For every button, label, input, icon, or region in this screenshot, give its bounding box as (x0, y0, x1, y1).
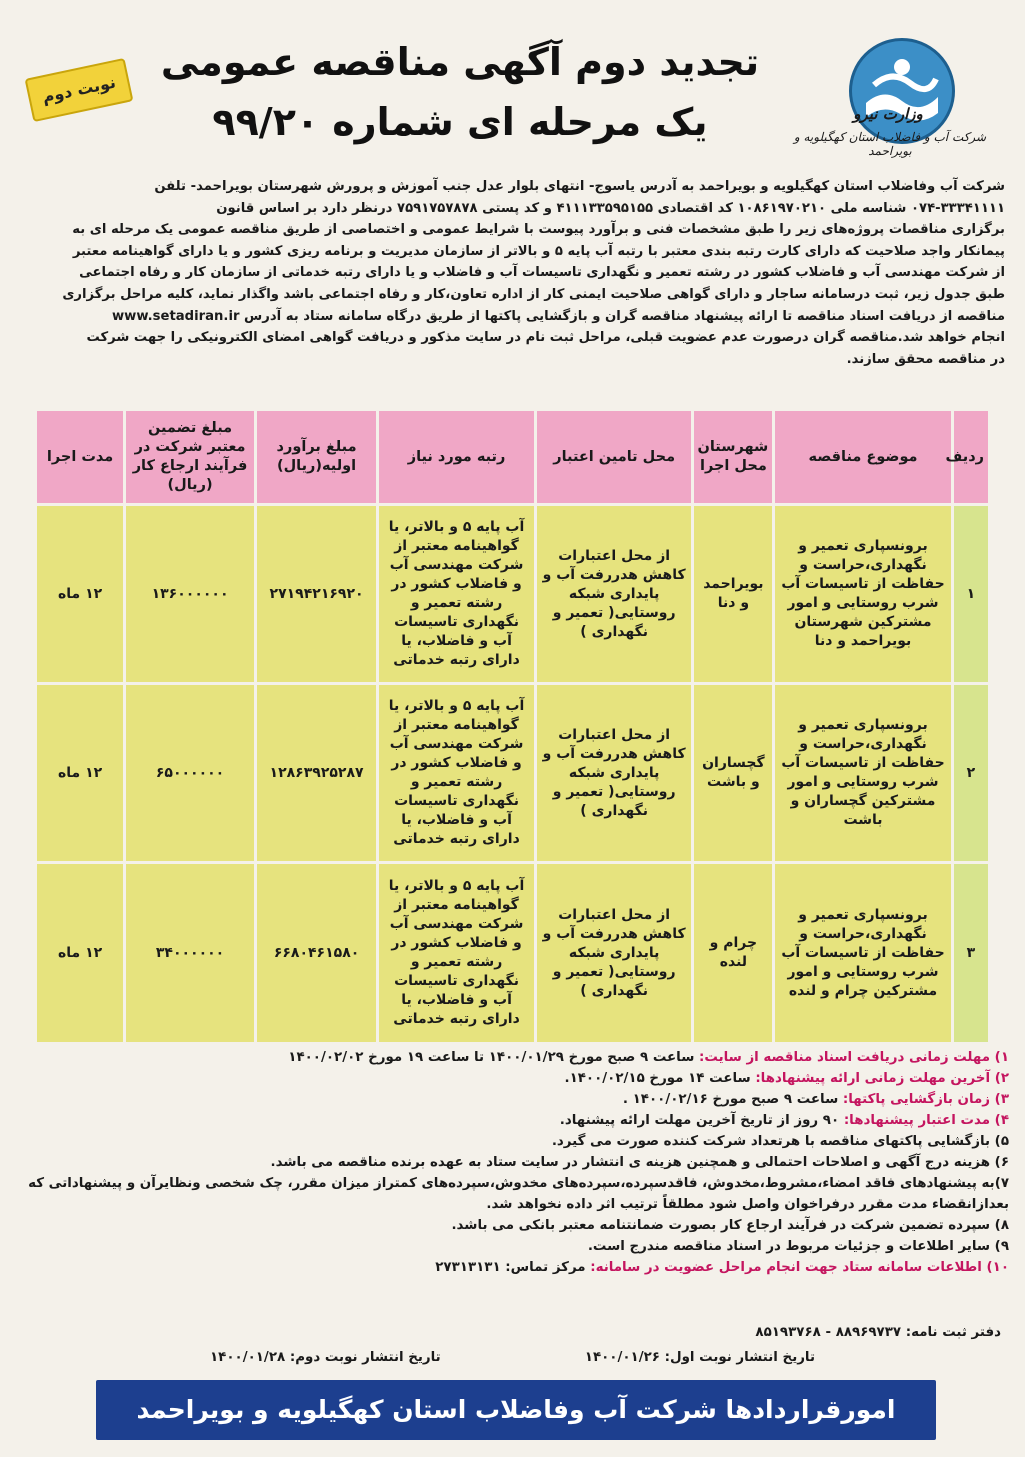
note-item (24, 1068, 1009, 1089)
contracts-department-banner: امورقراردادها شرکت آب وفاضلاب استان کهگیلویه و بویراحمد (96, 1380, 936, 1440)
note-item (24, 1215, 1009, 1236)
table-row (36, 863, 990, 1044)
note-item (24, 1257, 1009, 1278)
water-drop-logo-icon (849, 38, 955, 144)
note-text: ساعت ۱۴ مورخ ۱۴۰۰/۰۲/۱۵. (564, 1071, 756, 1086)
note-label: ۱۰) اطلاعات سامانه ستاد جهت انجام مراحل عضویت در سامانه: (590, 1260, 1009, 1275)
note-label: ۴) مدت اعتبار پیشنهادها: (843, 1113, 1009, 1128)
note-item (24, 1131, 1009, 1152)
header-subject: موضوع مناقصه (774, 410, 952, 505)
cell-subject: برونسپاری تعمیر و نگهداری،حراست و حفاظت از تاسیسات آب شرب روستایی و امور مشترکین شهرستان بویراحمد و دنا (774, 505, 952, 684)
note-text: ۷)به پیشنهادهای فاقد امضاء،مشروط،مخدوش، فاقدسپرده،سپرده‌های مخدوش،سپرده‌های کمتراز میزان مقرر، چک شخصی ونظایرآن و پیشنهاداتی که بعدازانقضاء مدت مقرر درفراخوان واصل شود مطلقاً ترتیب اثر داده نخواهد شد. (28, 1176, 1009, 1212)
note-item (24, 1110, 1009, 1131)
second-round-badge: نوبت دوم (25, 58, 134, 122)
intro-line: پیمانکار واجد صلاحیت که دارای کارت رتبه بندی معتبر با رتبه آب پایه ۵ و بالاتر از سازمان مدیریت و برنامه ریزی کشور و یا دارای گواهینامه معتبر (72, 243, 1005, 259)
note-text: ۵) بازگشایی پاکتهای مناقصه با هرتعداد شرکت کننده صورت می گیرد. (551, 1134, 1009, 1149)
cell-city: بویراحمد و دنا (693, 505, 774, 684)
note-text: ۹۰ روز از تاریخ آخرین مهلت ارائه پیشنهاد. (559, 1113, 844, 1128)
note-text: مرکز تماس: ۲۷۳۱۳۱۳۱ (435, 1260, 591, 1275)
table-row (36, 505, 990, 684)
cell-funding: از محل اعتبارات کاهش هدررفت آب و پایداری شبکه روستایی( تعمیر و نگهداری ) (535, 863, 693, 1044)
table-row (36, 684, 990, 863)
note-label: ۲) آخرین مهلت زمانی ارائه پیشنهادها: (755, 1071, 1009, 1086)
header-duration: مدت اجرا (36, 410, 125, 505)
table-header-row (36, 410, 990, 505)
company-name-small: شرکت آب و فاضلاب استان کهگیلویه و بویراحمد (793, 130, 987, 158)
intro-line: ۰۷۴-۳۳۳۴۱۱۱۱ شناسه ملی ۱۰۸۶۱۹۷۰۲۱۰ کد اقتصادی ۴۱۱۱۳۳۵۹۵۱۵۵ و کد پستی ۷۵۹۱۷۵۷۸۷۸ درنظر دارد بر اساس قانون (216, 200, 1005, 216)
cell-grade: آب پایه ۵ و بالاتر، یا گواهینامه معتبر از شرکت مهندسی آب و فاضلاب کشور در رشته تعمیر و نگهداری تاسیسات آب و فاضلاب، یا دارای رتبه خدماتی (378, 505, 536, 684)
cell-funding: از محل اعتبارات کاهش هدررفت آب و پایداری شبکه روستایی( تعمیر و نگهداری ) (535, 684, 693, 863)
cell-grade: آب پایه ۵ و بالاتر، یا گواهینامه معتبر از شرکت مهندسی آب و فاضلاب کشور در رشته تعمیر و نگهداری تاسیسات آب و فاضلاب، یا دارای رتبه خدماتی (378, 863, 536, 1044)
cell-estimate: ۲۷۱۹۴۲۱۶۹۲۰ (255, 505, 377, 684)
header-guarantee: مبلغ تضمین معتبر شرکت در فرآیند ارجاع کار (ریال) (125, 410, 256, 505)
intro-line: شرکت آب وفاضلاب استان کهگیلویه و بویراحمد به آدرس یاسوج- انتهای بلوار عدل جنب آموزش و پرورش شهرستان بویراحمد- تلفن (154, 179, 1005, 194)
header-estimate: مبلغ برآورد اولیه(ریال) (255, 410, 377, 505)
note-text: ۹) سایر اطلاعات و جزئیات مربوط در اسناد مناقصه مندرج است. (587, 1239, 1009, 1254)
intro-line: در مناقصه محقق سازند. (846, 351, 1005, 367)
header-row-number: ردیف (952, 410, 989, 505)
first-publication-date: تاریخ انتشار نوبت اول: ۱۴۰۰/۰۱/۲۶ (584, 1350, 815, 1365)
cell-funding: از محل اعتبارات کاهش هدررفت آب و پایداری شبکه روستایی( تعمیر و نگهداری ) (535, 505, 693, 684)
note-text: ساعت ۹ صبح مورخ ۱۴۰۰/۰۱/۲۹ تا ساعت ۱۹ مورخ ۱۴۰۰/۰۲/۰۲ (288, 1050, 700, 1065)
page-title-line1: تجدید دوم آگهی مناقصه عمومی (160, 40, 760, 84)
cell-estimate: ۶۶۸۰۴۶۱۵۸۰ (255, 863, 377, 1044)
note-item (24, 1236, 1009, 1257)
intro-line: طبق جدول زیر، ثبت درسامانه ساجار و دارای گواهی صلاحیت ایمنی کار از اداره تعاون،کار و رفاه اجتماعی باشد واگذار نماید، کلیه مراحل برگزاری (62, 286, 1005, 302)
note-item (24, 1173, 1009, 1215)
intro-line: برگزاری مناقصات پروژه‌های زیر را طبق مشخصات فنی و برآورد پیوست با شرایط عمومی و اختصاصی از طریق مناقصه عمومی یک مرحله ای به (72, 222, 1005, 238)
cell-guarantee: ۳۴۰۰۰۰۰۰ (125, 863, 256, 1044)
note-text: ساعت ۹ صبح مورخ ۱۴۰۰/۰۲/۱۶ . (622, 1092, 843, 1107)
header-city: شهرستان محل اجرا (693, 410, 774, 505)
header-funding: محل تامین اعتبار (535, 410, 693, 505)
cell-row-number: ۳ (952, 863, 989, 1044)
cell-subject: برونسپاری تعمیر و نگهداری،حراست و حفاظت از تاسیسات آب شرب روستایی و امور مشترکین گچساران و باشت (774, 684, 952, 863)
cell-subject: برونسپاری تعمیر و نگهداری،حراست و حفاظت از تاسیسات آب شرب روستایی و امور مشترکین چرام و لنده (774, 863, 952, 1044)
intro-line: انجام خواهد شد.مناقصه گران درصورت عدم عضویت قبلی، مراحل ثبت نام در سایت مذکور و دریافت گواهی امضای الکترونیکی را جهت شرکت (86, 330, 1005, 346)
note-label: ۳) زمان بازگشایی پاکتها: (842, 1092, 1009, 1107)
note-text: ۸) سپرده تضمین شرکت در فرآیند ارجاع کار بصورت ضمانتنامه معتبر بانکی می باشد. (451, 1218, 1009, 1233)
ministry-name: وزارت نیرو (853, 105, 923, 123)
intro-paragraph (20, 176, 1005, 370)
cell-row-number: ۲ (952, 684, 989, 863)
cell-row-number: ۱ (952, 505, 989, 684)
cell-city: چرام و لنده (693, 863, 774, 1044)
notes-list (24, 1047, 1009, 1278)
cell-guarantee: ۱۳۶۰۰۰۰۰۰ (125, 505, 256, 684)
intro-line: از شرکت مهندسی آب و فاضلاب کشور در رشته تعمیر و نگهداری تاسیسات آب و فاضلاب و یا دارای رتبه خدماتی از سازمان کار و رفاه اجتماعی (79, 265, 1005, 281)
cell-guarantee: ۶۵۰۰۰۰۰۰ (125, 684, 256, 863)
cell-duration: ۱۲ ماه (36, 863, 125, 1044)
second-publication-date: تاریخ انتشار نوبت دوم: ۱۴۰۰/۰۱/۲۸ (210, 1350, 441, 1365)
note-item (24, 1047, 1009, 1068)
note-label: ۱) مهلت زمانی دریافت اسناد مناقصه از سایت: (699, 1050, 1009, 1065)
cell-city: گچساران و باشت (693, 684, 774, 863)
tenders-table (34, 408, 991, 1045)
header (0, 0, 1025, 172)
page-title-line2: یک مرحله ای شماره ۹۹/۲۰ (212, 100, 708, 144)
cell-duration: ۱۲ ماه (36, 505, 125, 684)
note-item (24, 1089, 1009, 1110)
cell-estimate: ۱۲۸۶۳۹۲۵۲۸۷ (255, 684, 377, 863)
cell-duration: ۱۲ ماه (36, 684, 125, 863)
note-item (24, 1152, 1009, 1173)
registry-office-phones: دفتر ثبت نامه: ۸۸۹۶۹۷۳۷ - ۸۵۱۹۳۷۶۸ (755, 1325, 1001, 1340)
note-text: ۶) هزینه درج آگهی و اصلاحات احتمالی و همچنین هزینه ی انتشار در سایت ستاد به عهده برنده مناقصه می باشد. (270, 1155, 1009, 1170)
header-grade: رتبه مورد نیاز (378, 410, 536, 505)
intro-line: مناقصه از دریافت اسناد مناقصه تا ارائه پیشنهاد مناقصه گران و بازگشایی پاکتها از طریق درگاه سامانه ستاد به آدرس www.setadiran.ir (111, 308, 1005, 324)
cell-grade: آب پایه ۵ و بالاتر، یا گواهینامه معتبر از شرکت مهندسی آب و فاضلاب کشور در رشته تعمیر و نگهداری تاسیسات آب و فاضلاب، یا دارای رتبه خدماتی (378, 684, 536, 863)
